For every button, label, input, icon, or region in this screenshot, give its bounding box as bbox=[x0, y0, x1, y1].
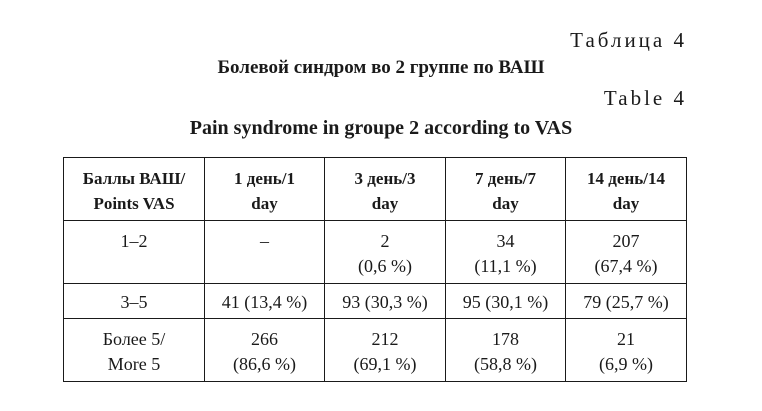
cell-day-14: 207 (67,4 %) bbox=[566, 221, 687, 284]
cell-day-3: 212 (69,1 %) bbox=[325, 319, 446, 382]
cell-day-7: 95 (30,1 %) bbox=[446, 284, 566, 319]
cell-day-14: 79 (25,7 %) bbox=[566, 284, 687, 319]
table-title-ru: Болевой синдром во 2 группе по ВАШ bbox=[217, 57, 545, 78]
cell-day-1: 41 (13,4 %) bbox=[205, 284, 325, 319]
header-day-1: 1 день/1 day bbox=[205, 158, 325, 221]
table-row-1-2 bbox=[64, 221, 687, 284]
cell-day-1: – bbox=[205, 221, 325, 284]
header-day-7: 7 день/7 day bbox=[446, 158, 566, 221]
cell-day-3: 93 (30,3 %) bbox=[325, 284, 446, 319]
table-number-en: Table 4 bbox=[603, 86, 687, 110]
cell-points: 3–5 bbox=[64, 284, 205, 319]
table-row-3-5 bbox=[64, 284, 687, 319]
table-header-row bbox=[64, 158, 687, 221]
pain-syndrome-table bbox=[63, 157, 687, 382]
header-day-3: 3 день/3 day bbox=[325, 158, 446, 221]
table-number-ru: Таблица 4 bbox=[570, 28, 687, 52]
table-title-en: Pain syndrome in groupe 2 according to VAS bbox=[189, 117, 573, 139]
table-row-more-5 bbox=[64, 319, 687, 382]
cell-day-1: 266 (86,6 %) bbox=[205, 319, 325, 382]
cell-day-7: 34 (11,1 %) bbox=[446, 221, 566, 284]
header-points-vas: Баллы ВАШ/ Points VAS bbox=[64, 158, 205, 221]
cell-day-14: 21 (6,9 %) bbox=[566, 319, 687, 382]
header-day-14: 14 день/14 day bbox=[566, 158, 687, 221]
cell-points: Более 5/ More 5 bbox=[64, 319, 205, 382]
cell-points: 1–2 bbox=[64, 221, 205, 284]
cell-day-7: 178 (58,8 %) bbox=[446, 319, 566, 382]
cell-day-3: 2 (0,6 %) bbox=[325, 221, 446, 284]
